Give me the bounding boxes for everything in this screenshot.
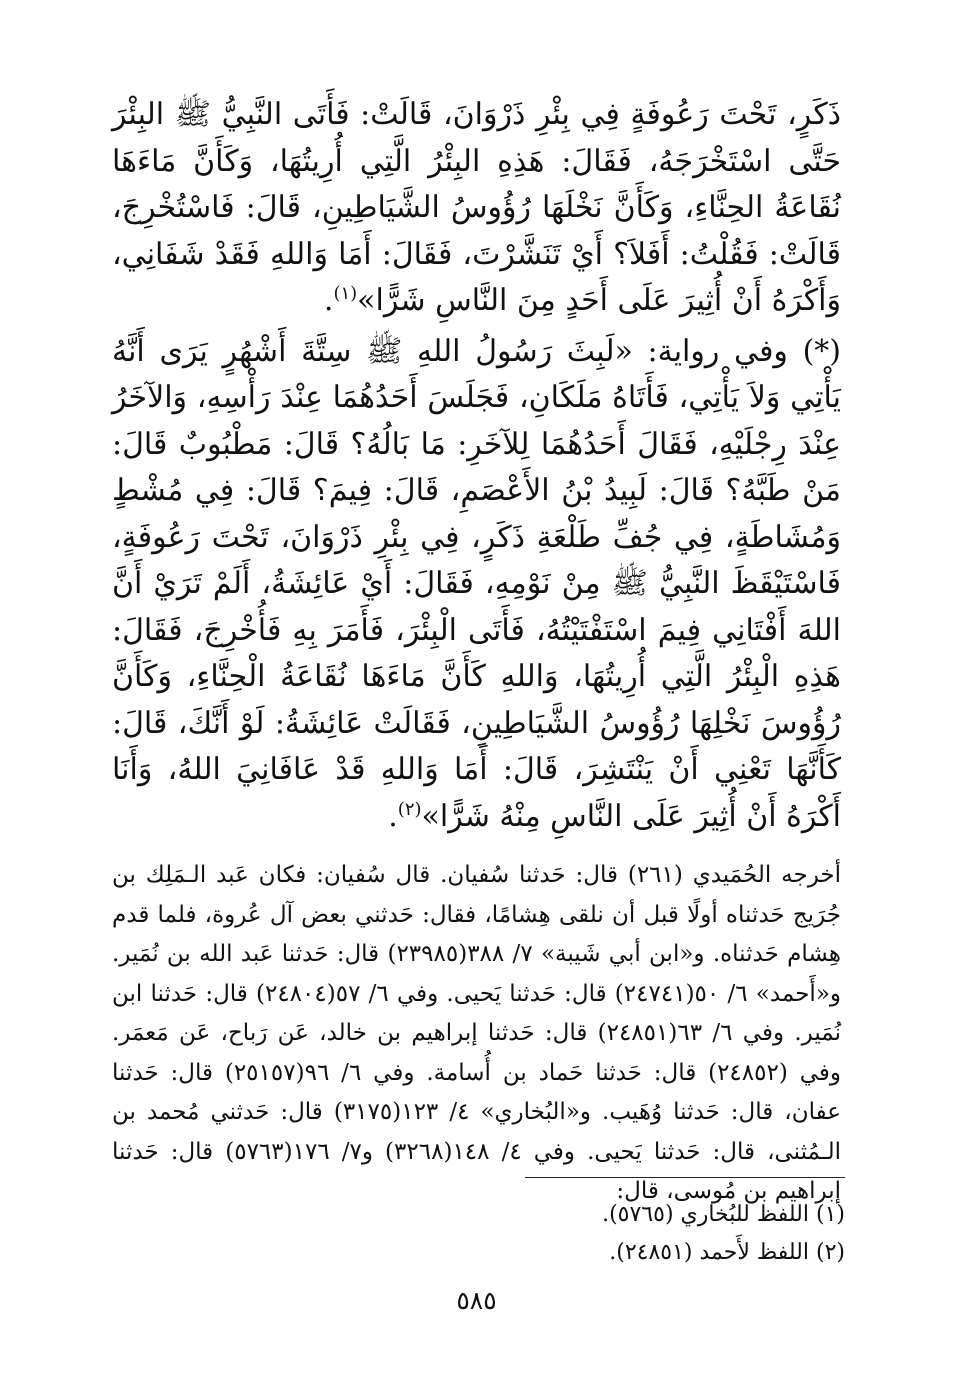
footnote-ref-2[interactable]: (٢) [397, 798, 422, 820]
hadith-paragraph-2 [112, 329, 841, 841]
footnote-divider [525, 1177, 845, 1178]
hadith-paragraph-1 [112, 92, 841, 325]
takhrij-paragraph: أخرجه الحُمَيدي (٢٦١) قال: حَدثنا سُفيان. قال سُفيان: فكان عَبد الـمَلِك بن جُرَيج حَدثناه أولًا قبل أن نلقى هِشامًا، فقال: حَدثني بعض آل عُروة، فلما قدم هِشام حَدثناه. و«ابن أبي شَيبة» ٧/ ٣٨٨(٢٣٩٨٥) قال: حَدثنا عَبد الله بن نُمَير. و«أَحمد» ٦/ ٥٠(٢٤٧٤١) قال: حَدثنا يَحيى. وفي ٦/ ٥٧(٢٤٨٠٤) قال: حَدثنا ابن نُمَير. وفي ٦/ ٦٣(٢٤٨٥١) قال: حَدثنا إبراهيم بن خالد، عَن رَباح، عَن مَعمَر. وفي (٢٤٨٥٢) قال: حَدثنا حَماد بن أُسامة. وفي ٦/ ٩٦(٢٥١٥٧) قال: حَدثنا عفان، قال: حَدثنا وُهَيب. و«البُخاري» ٤/ ١٢٣(٣١٧٥) قال: حَدثني مُحمد بن الـمُثنى، قال: حَدثنا يَحيى. وفي ٤/ ١٤٨(٣٢٦٨) و٧/ ١٧٦(٥٧٦٣) قال: حَدثنا إبراهيم بن مُوسى، قال: [112, 862, 842, 1204]
hadith-end-1: . [323, 283, 334, 318]
hadith-text-1: ذَكَرٍ، تَحْتَ رَعُوفَةٍ فِي بِئْرِ ذَرْوَانَ، قَالَتْ: فَأَتَى النَّبِيُّ ﷺ البِئْرَ حَتَّى اسْتَخْرَجَهُ، فَقَالَ: هَذِهِ البِئْرُ الَّتِي أُرِيتُهَا، وَكَأَنَّ مَاءَهَا نُقَاعَةُ الحِنَّاءِ، وَكَأَنَّ نَخْلَهَا رُؤُوسُ الشَّيَاطِينِ، قَالَ: فَاسْتُخْرِجَ، قَالَتْ: فَقُلْتُ: أَفَلاَ؟ أَيْ تَنَشَّرْتَ، فَقَالَ: أَمَا وَاللهِ فَقَدْ شَفَانِي، وَأَكْرَهُ أَنْ أُثِيرَ عَلَى أَحَدٍ مِنَ النَّاسِ شَرًّا» [112, 97, 841, 318]
footnote-ref-1[interactable]: (١) [333, 283, 358, 304]
page-number: ٥٨٥ [456, 1286, 497, 1315]
hadith-text-2: (*) وفي رواية: «لَبِثَ رَسُولُ اللهِ ﷺ سِتَّةَ أَشْهُرٍ يَرَى أَنَّهُ يَأْتِي وَلاَ يَأْتِي، فَأَتَاهُ مَلَكَانِ، فَجَلَسَ أَحَدُهُمَا عِنْدَ رَأْسِهِ، وَالآخَرُ عِنْدَ رِجْلَيْهِ، فَقَالَ أَحَدُهُمَا لِلآخَرِ: مَا بَالُهُ؟ قَالَ: مَطْبُوبٌ قَالَ: مَنْ طَبَّهُ؟ قَالَ: لَبِيدُ بْنُ الأَعْصَمِ، قَالَ: فِيمَ؟ قَالَ: فِي مُشْطٍ وَمُشَاطَةٍ، فِي جُفِّ طَلْعَةِ ذَكَرٍ، فِي بِئْرِ ذَرْوَانَ، تَحْتَ رَعُوفَةٍ، فَاسْتَيْقَظَ النَّبِيُّ ﷺ مِنْ نَوْمِهِ، فَقَالَ: أَيْ عَائِشَةُ، أَلَمْ تَرَيْ أَنَّ اللهَ أَفْتَانِي فِيمَ اسْتَفْتَيْتُهُ، فَأَتَى الْبِئْرَ، فَأَمَرَ بِهِ فَأُخْرِجَ، فَقَالَ: هَذِهِ الْبِئْرُ الَّتِي أُرِيتُهَا، وَاللهِ كَأَنَّ مَاءَهَا نُقَاعَةُ الْحِنَّاءِ، وَكَأَنَّ رُؤُوسَ نَخْلِهَا رُؤُوسُ الشَّيَاطِينِ، فَقَالَتْ عَائِشَةُ: لَوْ أَنَّكَ، قَالَ: كَأَنَّهَا تَعْنِي أَنْ يَنْتَشِرَ، قَالَ: أَمَا وَاللهِ قَدْ عَافَانِيَ اللهُ، وَأَنَا أَكْرَهُ أَنْ أُثِيرَ عَلَى النَّاسِ مِنْهُ شَرًّا» [112, 333, 841, 834]
footnotes-list [112, 1196, 845, 1272]
hadith-end-2: . [388, 798, 398, 834]
footnote-2: (٢) اللفظ لأَحمد (٢٤٨٥١). [609, 1240, 845, 1265]
footnote-1: (١) اللفظ للبُخاري (٥٧٦٥). [602, 1202, 845, 1227]
